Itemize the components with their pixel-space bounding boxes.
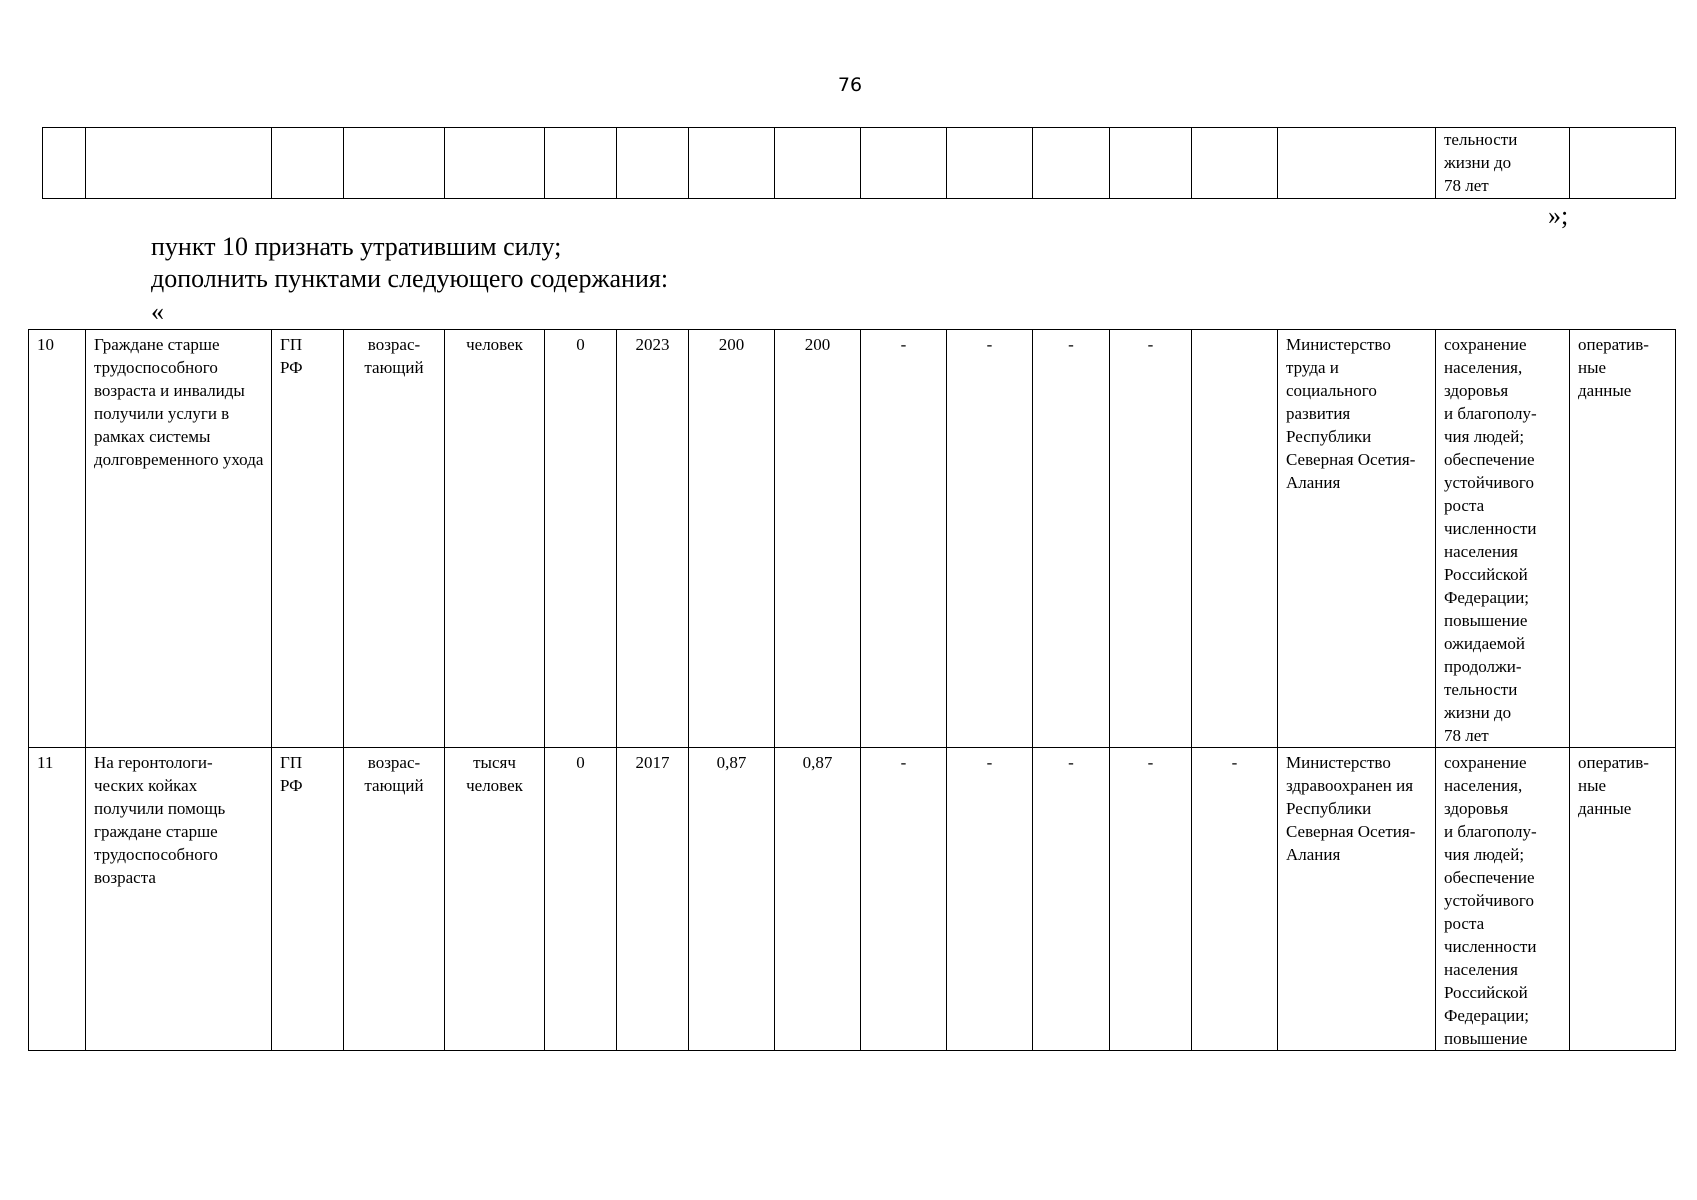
table-cell — [545, 128, 617, 199]
table-cell — [1192, 128, 1278, 199]
table-cell — [861, 128, 947, 199]
source-cell: оператив- ные данные — [1570, 330, 1676, 748]
value-cell: - — [947, 748, 1033, 1051]
base-year-cell: 2017 — [617, 748, 689, 1051]
table-cell — [689, 128, 775, 199]
page-number: 76 — [837, 74, 863, 96]
value-cell: 0,87 — [689, 748, 775, 1051]
table-row — [43, 128, 1676, 199]
value-cell: - — [1033, 330, 1110, 748]
value-cell: - — [1110, 330, 1192, 748]
value-cell: - — [1033, 748, 1110, 1051]
unit-cell: человек — [445, 330, 545, 748]
value-cell: 200 — [775, 330, 861, 748]
responsible-cell: Министерство труда и социального развития Республики Северная Осетия-Алания — [1278, 330, 1436, 748]
value-cell: - — [861, 748, 947, 1051]
value-cell: 0,87 — [775, 748, 861, 1051]
level-cell: ГП РФ — [272, 330, 344, 748]
table-row — [29, 330, 1676, 748]
table-cell — [1570, 128, 1676, 199]
responsible-cell: Министерство здравоохранен ия Республики Северная Осетия-Алания — [1278, 748, 1436, 1051]
goals-cell: сохранение населения, здоровья и благополу- чия людей; обеспечение устойчивого роста численности населения Российской Федерации; повышение ожидаемой продолжи- тельности жизни до 78 лет — [1436, 330, 1570, 748]
indicators-table — [28, 329, 1676, 1051]
level-cell: ГП РФ — [272, 748, 344, 1051]
value-cell: - — [1192, 748, 1278, 1051]
row-number: 10 — [29, 330, 86, 748]
source-cell: оператив- ные данные — [1570, 748, 1676, 1051]
table-cell — [947, 128, 1033, 199]
table-cell — [86, 128, 272, 199]
table-cell — [445, 128, 545, 199]
table-cell — [775, 128, 861, 199]
value-cell — [1192, 330, 1278, 748]
base-value-cell: 0 — [545, 748, 617, 1051]
goals-cell: тельности жизни до 78 лет — [1436, 128, 1570, 199]
trend-cell: возрас- тающий — [344, 330, 445, 748]
amendment-text-line: дополнить пунктами следующего содержания: — [151, 264, 669, 293]
table-cell — [617, 128, 689, 199]
table-row — [29, 748, 1676, 1051]
table-cell — [1033, 128, 1110, 199]
unit-cell: тысяч человек — [445, 748, 545, 1051]
base-value-cell: 0 — [545, 330, 617, 748]
table-cell — [43, 128, 86, 199]
closing-quote: »; — [1548, 201, 1569, 230]
value-cell: - — [947, 330, 1033, 748]
row-number: 11 — [29, 748, 86, 1051]
value-cell: - — [861, 330, 947, 748]
goals-cell: сохранение населения, здоровья и благополу- чия людей; обеспечение устойчивого роста численности населения Российской Федерации; повышение — [1436, 748, 1570, 1051]
amendment-text-line: пункт 10 признать утратившим силу; — [151, 232, 562, 261]
trend-cell: возрас- тающий — [344, 748, 445, 1051]
table-cell — [1278, 128, 1436, 199]
value-cell: - — [1110, 748, 1192, 1051]
table-cell — [272, 128, 344, 199]
table-cell — [344, 128, 445, 199]
table-cell — [1110, 128, 1192, 199]
opening-quote: « — [151, 297, 164, 326]
indicator-name: Граждане старше трудоспособного возраста и инвалиды получили услуги в рамках системы долговременного ухода — [86, 330, 272, 748]
value-cell: 200 — [689, 330, 775, 748]
indicator-name: На геронтологи- ческих койках получили помощь граждане старше трудоспособного возраста — [86, 748, 272, 1051]
base-year-cell: 2023 — [617, 330, 689, 748]
continuation-table — [42, 127, 1676, 199]
